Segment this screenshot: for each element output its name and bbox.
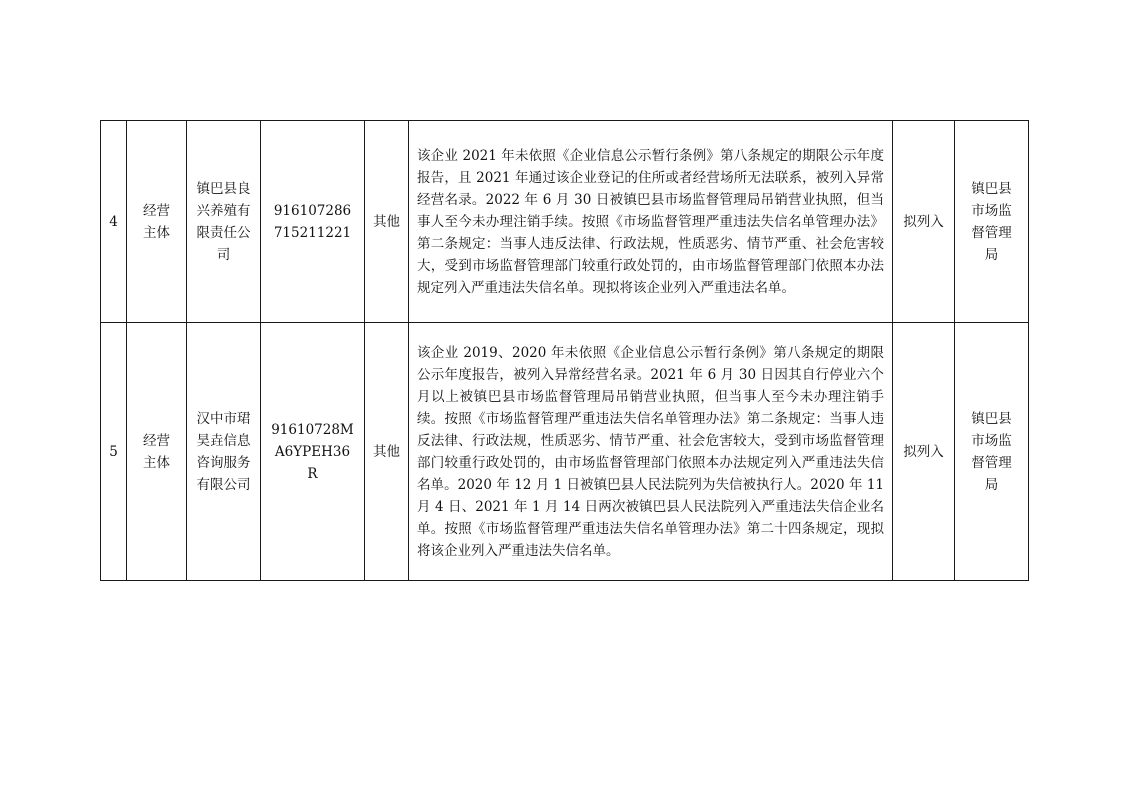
reason-text: 该企业 2021 年未依照《企业信息公示暂行条例》第八条规定的期限公示年度报告，且 2021 年通过该企业登记的住所或者经营场所无法联系，被列入异常经营名录。2022 年 6 月 30 日被镇巴县市场监督管理局吊销营业执照，但当事人至今未办理注销手续。按照《市场监督管理严重违法失信名单管理办法》第二条规定：当事人违反法律、行政法规，性质恶劣、情节严重、社会危害较大，受到市场监督管理部门较重行政处罚的，由市场监督管理部门依照本办法规定列入严重违法失信名单。现拟将该企业列入严重违法名单。 bbox=[409, 121, 893, 323]
reason-text: 该企业 2019、2020 年未依照《企业信息公示暂行条例》第八条规定的期限公示年度报告，被列入异常经营名录。2021 年 6 月 30 日因其自行停业六个月以上被镇巴县市场监督管理局吊销营业执照，但当事人至今未办理注销手续。按照《市场监督管理严重违法失信名单管理办法》第二条规定：当事人违反法律、行政法规，性质恶劣、情节严重、社会危害较大，受到市场监督管理部门较重行政处罚的，由市场监督管理部门依照本办法规定列入严重违法失信名单。2020 年 12 月 1 日被镇巴县人民法院列为失信被执行人。2020 年 11 月 4 日、2021 年 1 月 14 日两次被镇巴县人民法院列入严重违法失信企业名单。按照《市场监督管理严重违法失信名单管理办法》第二十四条规定，现拟将该企业列入严重违法失信名单。 bbox=[409, 323, 893, 581]
entity-name: 汉中市珺昊垚信息咨询服务有限公司 bbox=[187, 323, 261, 581]
subject-type: 经营主体 bbox=[127, 323, 187, 581]
row-index: 5 bbox=[101, 323, 127, 581]
records-table bbox=[100, 120, 1029, 581]
table-row bbox=[101, 323, 1029, 581]
subject-type: 经营主体 bbox=[127, 121, 187, 323]
table-row bbox=[101, 121, 1029, 323]
category: 其他 bbox=[365, 121, 409, 323]
authority: 镇巴县市场监督管理局 bbox=[955, 121, 1029, 323]
row-index: 4 bbox=[101, 121, 127, 323]
authority: 镇巴县市场监督管理局 bbox=[955, 323, 1029, 581]
entity-name: 镇巴县良兴养殖有限责任公司 bbox=[187, 121, 261, 323]
category: 其他 bbox=[365, 323, 409, 581]
credit-code: 916107286715211221 bbox=[261, 121, 365, 323]
action-status: 拟列入 bbox=[893, 323, 955, 581]
credit-code: 91610728MA6YPEH36R bbox=[261, 323, 365, 581]
action-status: 拟列入 bbox=[893, 121, 955, 323]
